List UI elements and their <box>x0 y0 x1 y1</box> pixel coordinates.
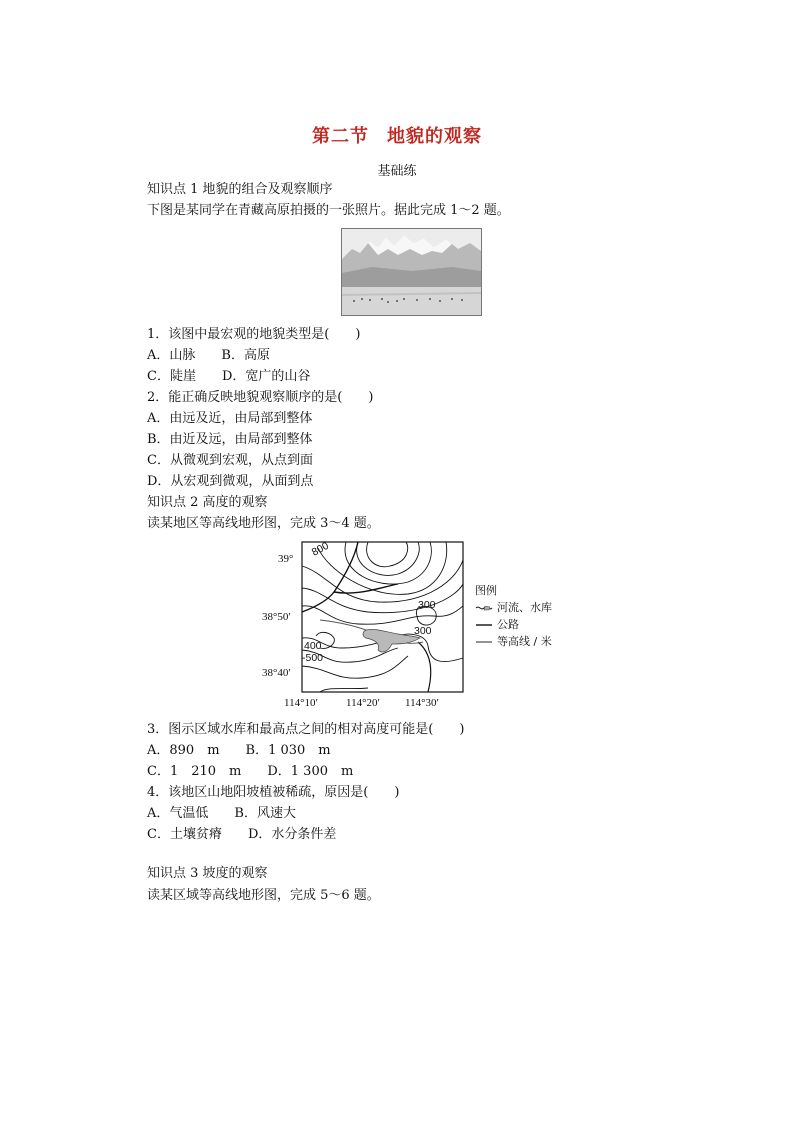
page-title <box>0 122 794 148</box>
legend-row-river <box>475 599 552 616</box>
lon-label-114-30: 114°30′ <box>405 697 439 709</box>
legend-title: 图例 <box>475 584 497 597</box>
section-number: 第二节 <box>312 126 369 147</box>
knowledge-point-2-heading: 知识点 2 高度的观察 <box>147 495 268 510</box>
road-legend-icon <box>475 620 493 630</box>
plateau-photo-image <box>342 229 481 315</box>
map-legend <box>475 582 552 650</box>
question-2-option-a: A．由远及近，由局部到整体 <box>147 411 313 426</box>
question-3-options-ab: A．890 m B．1 030 m <box>147 743 331 758</box>
question-2-option-d: D．从宏观到微观，从面到点 <box>147 474 314 489</box>
knowledge-point-1-intro: 下图是某同学在青藏高原拍摄的一张照片。据此完成 1～2 题。 <box>147 203 510 218</box>
map-frame <box>302 542 463 692</box>
question-1-options-cd: C．陡崖 D．宽广的山谷 <box>147 369 311 384</box>
question-2: 2．能正确反映地貌观察顺序的是( ) <box>147 390 374 405</box>
contour-label-500: -500 <box>302 652 324 664</box>
legend-river-label: 河流、水库 <box>497 601 552 614</box>
question-4: 4．该地区山地阳坡植被稀疏，原因是( ) <box>147 785 400 800</box>
question-3: 3．图示区域水库和最高点之间的相对高度可能是( ) <box>147 722 465 737</box>
contour-label-400: 400 <box>304 640 322 652</box>
lat-label-39: 39° <box>278 553 294 565</box>
legend-road-label: 公路 <box>497 618 519 631</box>
knowledge-point-1-heading: 知识点 1 地貌的组合及观察顺序 <box>147 182 333 197</box>
contour-map <box>258 540 473 710</box>
question-4-options-cd: C．土壤贫瘠 D．水分条件差 <box>147 827 337 842</box>
question-3-options-cd: C．1 210 m D．1 300 m <box>147 764 354 779</box>
knowledge-point-2-intro: 读某地区等高线地形图，完成 3～4 题。 <box>147 516 380 531</box>
contour-label-300-a: 300 <box>418 599 436 611</box>
contour-legend-icon <box>475 637 493 647</box>
legend-row-contour <box>475 633 552 650</box>
knowledge-point-3-intro: 读某区域等高线地形图，完成 5～6 题。 <box>147 888 380 903</box>
question-1: 1．该图中最宏观的地貌类型是( ) <box>147 327 361 342</box>
legend-contour-label: 等高线 / 米 <box>497 635 552 648</box>
contour-label-300-b: 300 <box>414 625 432 637</box>
question-4-options-ab: A．气温低 B．风速大 <box>147 806 296 821</box>
subtitle: 基础练 <box>377 164 417 179</box>
question-2-option-b: B．由近及远，由局部到整体 <box>147 432 313 447</box>
lon-label-114-10: 114°10′ <box>284 697 318 709</box>
section-name: 地貌的观察 <box>387 126 482 147</box>
lon-label-114-20: 114°20′ <box>346 697 380 709</box>
lat-label-38-50: 38°50′ <box>262 611 291 623</box>
river-legend-icon <box>475 603 493 613</box>
question-2-option-c: C．从微观到宏观，从点到面 <box>147 453 313 468</box>
knowledge-point-3-heading: 知识点 3 坡度的观察 <box>147 866 268 881</box>
legend-row-road <box>475 616 552 633</box>
lat-label-38-40: 38°40′ <box>262 667 291 679</box>
question-1-options-ab: A．山脉 B．高原 <box>147 348 270 363</box>
contour-label-800: 800 <box>309 540 331 559</box>
plateau-photo <box>341 228 482 316</box>
